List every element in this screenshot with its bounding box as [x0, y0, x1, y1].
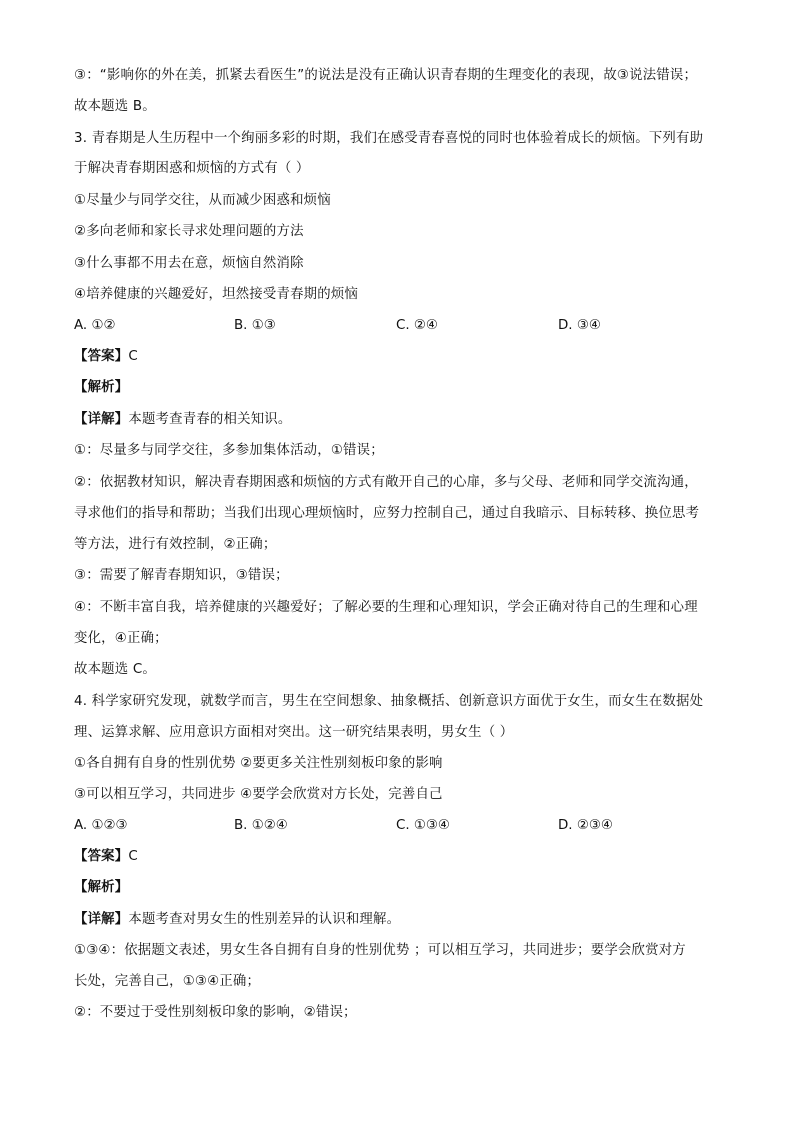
explanation-line: 长处，完善自己，①③④正确；	[74, 974, 261, 989]
question-4-statement: ①各自拥有自身的性别优势 ②要更多关注性别刻板印象的影响	[74, 756, 443, 771]
detail-tag: 【详解】	[74, 412, 129, 427]
analysis-tag: 【解析】	[74, 880, 129, 895]
answer-value: C	[128, 349, 138, 364]
option-c: C. ①③④	[396, 818, 450, 833]
answer-line	[74, 348, 138, 366]
answer-tag: 【答案】	[74, 349, 129, 364]
explanation-line: ①③④：依据题文表述，男女生各自拥有自身的性别优势 ；可以相互学习，共同进步；要学会欣赏对方	[74, 943, 686, 958]
detail-text: 本题考查青春的相关知识。	[128, 412, 292, 427]
option-d: D. ③④	[558, 318, 601, 333]
question-3-statement: ③什么事都不用去在意，烦恼自然消除	[74, 256, 304, 271]
option-c: C. ②④	[396, 318, 438, 333]
text-line: 故本题选 B。	[74, 99, 156, 114]
option-b: B. ①③	[234, 318, 276, 333]
question-3-stem: 于解决青春期困惑和烦恼的方式有（ ）	[74, 161, 310, 176]
explanation-line: ④：不断丰富自我，培养健康的兴趣爱好；了解必要的生理和心理知识，学会正确对待自己的生理和心理	[74, 600, 698, 615]
option-b: B. ①②④	[234, 818, 288, 833]
question-4-stem: 4. 科学家研究发现，就数学而言，男生在空间想象、抽象概括、创新意识方面优于女生，而女生在数据处	[74, 694, 704, 709]
explanation-line: ②：依据教材知识，解决青春期困惑和烦恼的方式有敞开自己的心扉，多与父母、老师和同学交流沟通，	[74, 475, 698, 490]
explanation-line: ①：尽量多与同学交往，多参加集体活动，①错误；	[74, 443, 384, 458]
explanation-line: 变化，④正确；	[74, 631, 168, 646]
explanation-line: 寻求他们的指导和帮助；当我们出现心理烦恼时，应努力控制自己，通过自我暗示、目标转移、换位思考	[74, 506, 700, 521]
answer-line	[74, 848, 138, 866]
detail-text: 本题考查对男女生的性别差异的认识和理解。	[128, 912, 401, 927]
option-d: D. ②③④	[558, 818, 613, 833]
conclusion-line: 故本题选 C。	[74, 662, 156, 677]
explanation-line: ②：不要过于受性别刻板印象的影响，②错误；	[74, 1005, 357, 1020]
option-a: A. ①②③	[74, 818, 128, 833]
explanation-line: 等方法，进行有效控制，②正确；	[74, 537, 277, 552]
question-3-statement: ①尽量少与同学交往，从而减少困惑和烦恼	[74, 193, 331, 208]
question-4-stem: 理、运算求解、应用意识方面相对突出。这一研究结果表明，男女生（ ）	[74, 725, 514, 740]
question-3-statement: ④培养健康的兴趣爱好，坦然接受青春期的烦恼	[74, 287, 359, 302]
text-line: ③：“影响你的外在美，抓紧去看医生”的说法是没有正确认识青春期的生理变化的表现，故③说法错误；	[74, 68, 698, 83]
detail-tag: 【详解】	[74, 912, 129, 927]
detail-line	[74, 911, 400, 929]
analysis-tag: 【解析】	[74, 380, 129, 395]
question-3-statement: ②多向老师和家长寻求处理问题的方法	[74, 224, 304, 239]
detail-line	[74, 411, 291, 429]
answer-tag: 【答案】	[74, 849, 129, 864]
answer-value: C	[128, 849, 138, 864]
question-4-statement: ③可以相互学习，共同进步 ④要学会欣赏对方长处，完善自己	[74, 787, 443, 802]
question-3-stem: 3. 青春期是人生历程中一个绚丽多彩的时期，我们在感受青春喜悦的同时也体验着成长的烦恼。下列有助	[74, 131, 704, 146]
explanation-line: ③：需要了解青春期知识，③错误；	[74, 568, 289, 583]
option-a: A. ①②	[74, 318, 116, 333]
